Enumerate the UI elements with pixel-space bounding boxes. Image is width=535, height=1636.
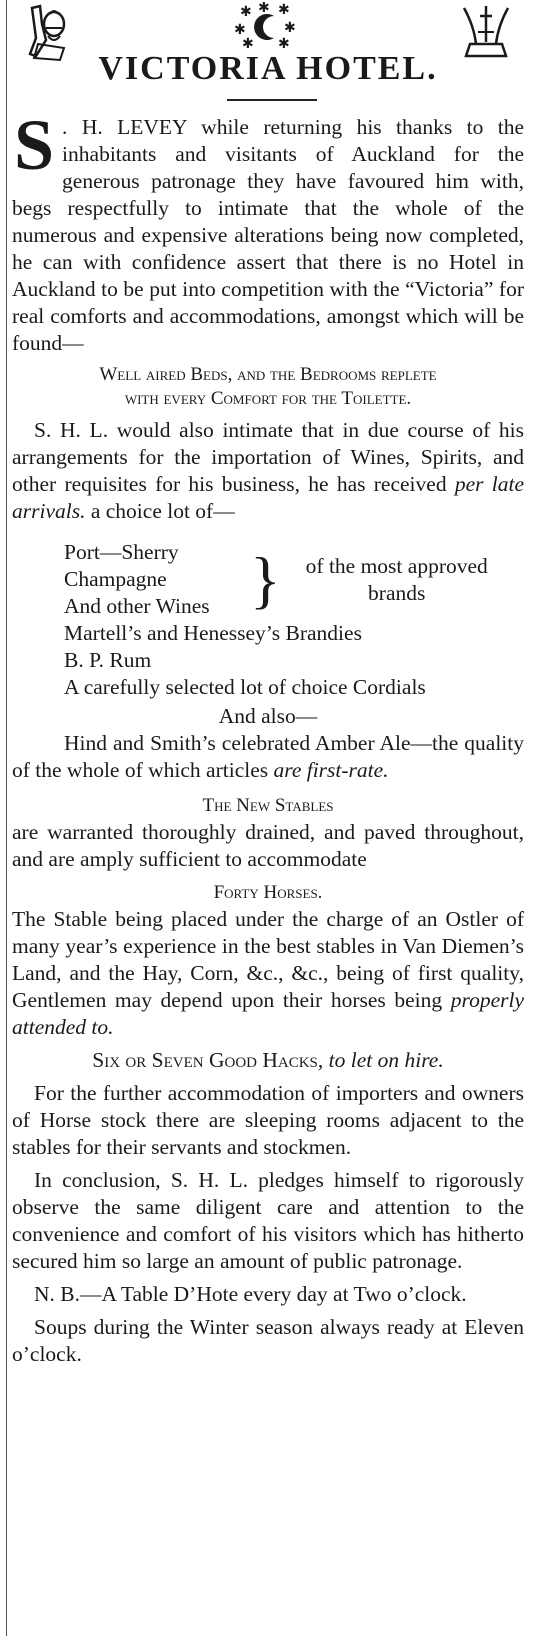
brace-text-line-2: brands [368, 580, 426, 605]
svg-text:✱: ✱ [240, 4, 252, 20]
svg-text:✱: ✱ [234, 22, 246, 38]
goods-item: B. P. Rum [64, 648, 152, 672]
beds-line-2: with every Comfort for the Toilette. [124, 388, 412, 409]
hacks-italic: to let on hire. [328, 1048, 444, 1072]
wine-list [64, 539, 524, 620]
ale-text: Hind and Smith’s celebrated Amber Ale—the quality of the whole of which articles [12, 731, 524, 782]
intro-paragraph [12, 105, 524, 357]
conclusion-paragraph: In conclusion, S. H. L. pledges himself to rigorously observe the same diligent care and attention to the convenience and comfort of his visitors which has hitherto secured him so large an amount of public patronage. [12, 1168, 524, 1273]
goods-item: A carefully selected lot of choice Cordials [64, 675, 426, 699]
ostler-text: The Stable being placed under the charge of an Ostler of many year’s experience in the best stables in Van Diemen’s Land, and the Hay, Corn, &c., &c., being of first quality, Gentlemen may depend upon their horses being [12, 907, 524, 1012]
wine-item: Port—Sherry [64, 540, 179, 564]
hotel-title: VICTORIA HOTEL. [98, 50, 438, 87]
wine-item: And other Wines [64, 594, 210, 618]
hacks-text: Six or Seven Good Hacks, [92, 1048, 324, 1072]
crescent-and-stars-icon [234, 2, 300, 50]
nb-paragraph: N. B.—A Table D’Hote every day at Two o’clock. [34, 1282, 467, 1306]
ale-italic: are first-rate. [273, 758, 389, 782]
svg-text:✱: ✱ [278, 36, 290, 50]
ale-paragraph [12, 730, 524, 784]
column-rule [6, 0, 7, 1636]
per-late-arrivals: per late arrivals. [12, 472, 525, 523]
wine-item: Champagne [64, 567, 167, 591]
importation-text: S. H. L. would also intimate that in due course of his arrangements for the importation of Wines, Spirits, and other requisites for his business, he has received [12, 418, 524, 496]
importation-paragraph [12, 417, 524, 525]
beds-line-1: Well aired Beds, and the Bedrooms replete [99, 364, 437, 385]
svg-text:✱: ✱ [284, 20, 296, 36]
drop-cap: S [14, 105, 55, 185]
soups-paragraph: Soups during the Winter season always ready at Eleven o’clock. [12, 1315, 524, 1366]
brace-text-line-1: of the most approved [305, 553, 488, 578]
svg-text:✱: ✱ [242, 36, 254, 50]
beds-notice [12, 363, 524, 411]
ostler-italic: properly attended to. [12, 988, 525, 1039]
stables-paragraph: are warranted thoroughly drained, and paved throughout, and are amply sufficient to accommodate [12, 820, 524, 871]
goods-list [64, 620, 524, 701]
hacks-notice [12, 1047, 524, 1074]
title-underline [227, 99, 317, 101]
hotel-advertisement [12, 0, 524, 1368]
choice-lot-text: a choice lot of— [90, 499, 235, 523]
svg-text:✱: ✱ [278, 2, 290, 18]
svg-text:✱: ✱ [258, 2, 270, 16]
brace-glyph: } [250, 543, 281, 615]
goods-item: Martell’s and Henessey’s Brandies [64, 621, 362, 645]
intro-text: . H. LEVEY while returning his thanks to the inhabitants and visitants of Auckland for the generous patronage they have favoured him with, begs respectfully to intimate that the whole of the numerous and expensive alterations being now completed, he can with confidence assert that there is no Hotel in Auckland to be put into competition with the “Victoria” for real comforts and accommodations, amongst which will be found— [12, 115, 524, 355]
masthead [12, 0, 524, 110]
importers-paragraph: For the further accommodation of importers and owners of Horse stock there are sleeping rooms adjacent to the stables for their servants and stockmen. [12, 1081, 524, 1159]
new-stables-heading: The New Stables [202, 795, 334, 816]
and-also: And also— [218, 704, 318, 728]
forty-horses-heading: Forty Horses. [213, 882, 323, 903]
ostler-paragraph [12, 906, 524, 1041]
